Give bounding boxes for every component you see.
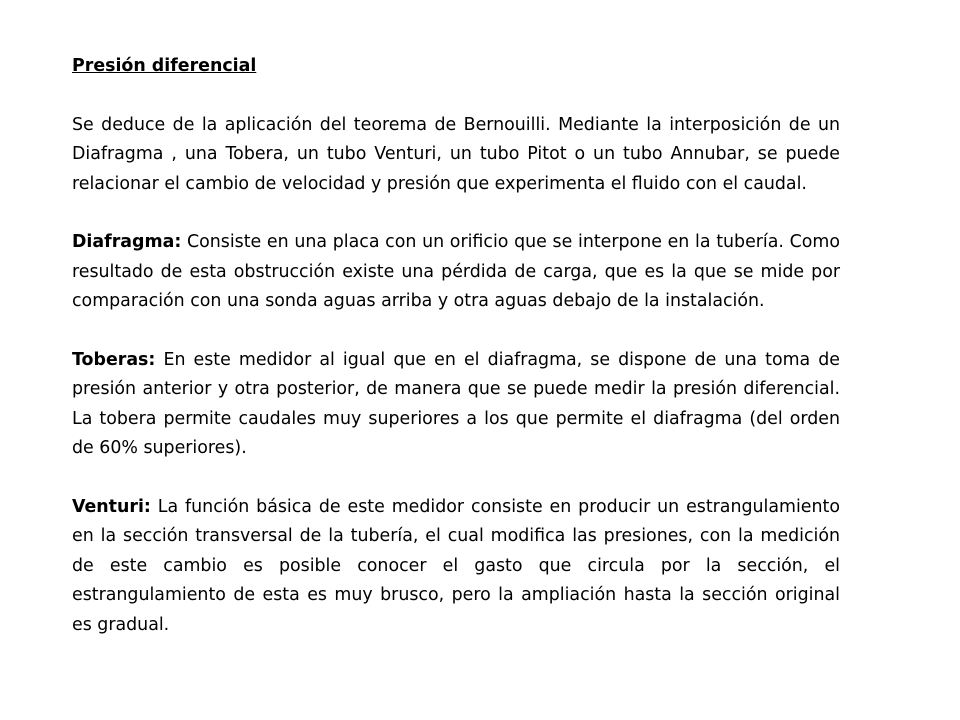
section-toberas <box>72 346 840 464</box>
intro-paragraph: Se deduce de la aplicación del teorema de Bernouilli. Mediante la interposición de un Diafragma , una Tobera, un tubo Venturi, un tubo Pitot o un tubo Annubar, se puede relacionar el cambio de velocidad y presión que experimenta el fluido con el caudal. <box>72 114 840 194</box>
section-venturi <box>72 493 840 640</box>
slide-title: Presión diferencial <box>72 56 257 76</box>
slide-content <box>72 52 840 640</box>
section-term: Toberas: <box>72 350 156 371</box>
section-diafragma <box>72 228 840 316</box>
section-text: Consiste en una placa con un orificio que se interpone en la tubería. Como resultado de esta obstrucción existe una pérdida de carga, que es la que se mide por comparación con una sonda aguas arriba y otra aguas debajo de la instalación. <box>72 232 840 312</box>
section-term: Venturi: <box>72 497 151 518</box>
section-term: Diafragma: <box>72 232 182 253</box>
section-text: En este medidor al igual que en el diafragma, se dispone de una toma de presión anterior y otra posterior, de manera que se puede medir la presión diferencial. La tobera permite caudales muy superiores a los que permite el diafragma (del orden de 60% superiores). <box>72 350 840 459</box>
section-text: La función básica de este medidor consiste en producir un estrangulamiento en la sección transversal de la tubería, el cual modifica las presiones, con la medición de este cambio es posible conocer el gasto que circula por la sección, el estrangulamiento de esta es muy brusco, pero la ampliación hasta la sección original es gradual. <box>72 497 840 635</box>
